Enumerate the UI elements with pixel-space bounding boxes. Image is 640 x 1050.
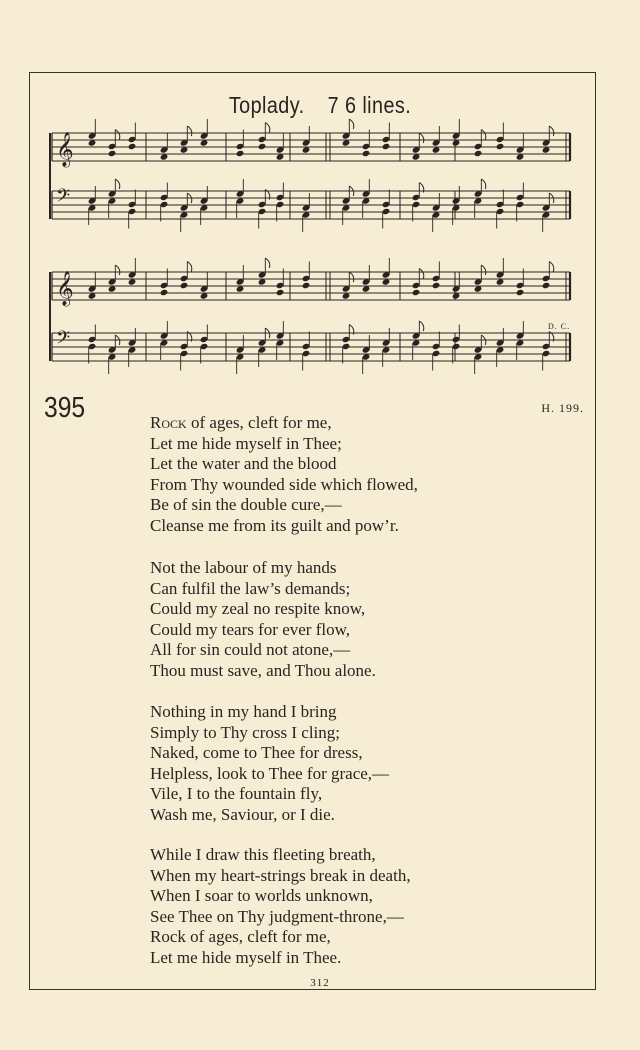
- note-head: [108, 150, 117, 157]
- note-head: [302, 282, 311, 289]
- stanza-line: From Thy wounded side which flowed,: [150, 474, 418, 494]
- stanza-line: Let the water and the blood: [150, 454, 337, 473]
- note-head: [362, 150, 371, 157]
- note-flag: [349, 119, 354, 129]
- note-flag: [481, 179, 486, 189]
- treble-clef-icon: 𝄞: [56, 132, 74, 167]
- note-flag: [349, 272, 354, 282]
- note-head: [258, 143, 267, 150]
- hymn-reference: H. 199.: [541, 401, 584, 415]
- stanza-line: Thou must save, and Thou alone.: [150, 660, 376, 680]
- stanza-line: Rock of ages, cleft for me,: [150, 927, 331, 946]
- stanza-line: Naked, come to Thee for dress,: [150, 743, 363, 762]
- tune-name: Toplady.: [228, 92, 305, 118]
- stanza-line: Nothing in my hand I bring: [150, 702, 337, 721]
- treble-clef-icon: 𝄞: [56, 271, 74, 306]
- stanza-1: [150, 413, 570, 536]
- note-flag: [115, 179, 120, 189]
- hymn-number: 395: [44, 392, 86, 424]
- stanza-4: [150, 845, 570, 968]
- stanza-line: Can fulfil the law’s demands;: [150, 578, 351, 598]
- bass-clef-icon: 𝄢: [56, 186, 71, 211]
- stanza-line: Vile, I to the fountain fly,: [150, 784, 323, 803]
- stanza-line: Wash me, Saviour, or I die.: [150, 804, 335, 824]
- stanza-line: Helpless, look to Thee for grace,—: [150, 763, 390, 783]
- stanza-line: Let me hide myself in Thee.: [150, 947, 342, 967]
- stanza-line: While I draw this fleeting breath,: [150, 845, 376, 864]
- note-head: [236, 150, 245, 157]
- note-head: [382, 143, 391, 150]
- note-flag: [419, 321, 424, 331]
- repeat-mark: D. C.: [548, 322, 571, 331]
- stanza-line: Rock of ages, cleft for me,: [150, 413, 332, 432]
- note-head: [516, 289, 525, 296]
- note-head: [160, 289, 169, 296]
- note-head: [432, 282, 441, 289]
- note-flag: [115, 130, 120, 140]
- stanza-line: When I soar to worlds unknown,: [150, 886, 373, 905]
- note-flag: [265, 123, 270, 133]
- note-head: [276, 289, 285, 296]
- stanza-line: Could my tears for ever flow,: [150, 619, 351, 639]
- stanza-line: All for sin could not atone,—: [150, 640, 351, 659]
- note-flag: [549, 262, 554, 272]
- note-head: [474, 150, 483, 157]
- stanza-line: Cleanse me from its guilt and pow’r.: [150, 515, 399, 535]
- stanza-line: When my heart-strings break in death,: [150, 865, 411, 885]
- note-flag: [481, 130, 486, 140]
- stanza-line: Could my zeal no respite know,: [150, 599, 366, 618]
- note-flag: [265, 258, 270, 268]
- note-head: [496, 143, 505, 150]
- note-flag: [419, 269, 424, 279]
- note-head: [412, 289, 421, 296]
- note-head: [128, 143, 137, 150]
- tune-meter: 7 6 lines.: [327, 92, 412, 118]
- music-score: [0, 0, 640, 390]
- stanza-line: See Thee on Thy judgment-throne,—: [150, 906, 404, 926]
- note-flag: [187, 262, 192, 272]
- stanza-line: Not the labour of my hands: [150, 558, 337, 577]
- note-flag: [481, 265, 486, 275]
- stanza-line: Simply to Thy cross I cling;: [150, 722, 340, 742]
- bass-clef-icon: 𝄢: [56, 328, 71, 353]
- stanza-line: Let me hide myself in Thee;: [150, 433, 342, 453]
- note-flag: [187, 126, 192, 136]
- page-number: 312: [310, 977, 330, 989]
- stanza-line: Be of sin the double cure,—: [150, 495, 342, 514]
- note-flag: [549, 126, 554, 136]
- note-head: [542, 282, 551, 289]
- stanza-2: [150, 558, 570, 681]
- note-head: [180, 282, 189, 289]
- note-flag: [115, 265, 120, 275]
- note-flag: [419, 133, 424, 143]
- stanza-3: [150, 702, 570, 825]
